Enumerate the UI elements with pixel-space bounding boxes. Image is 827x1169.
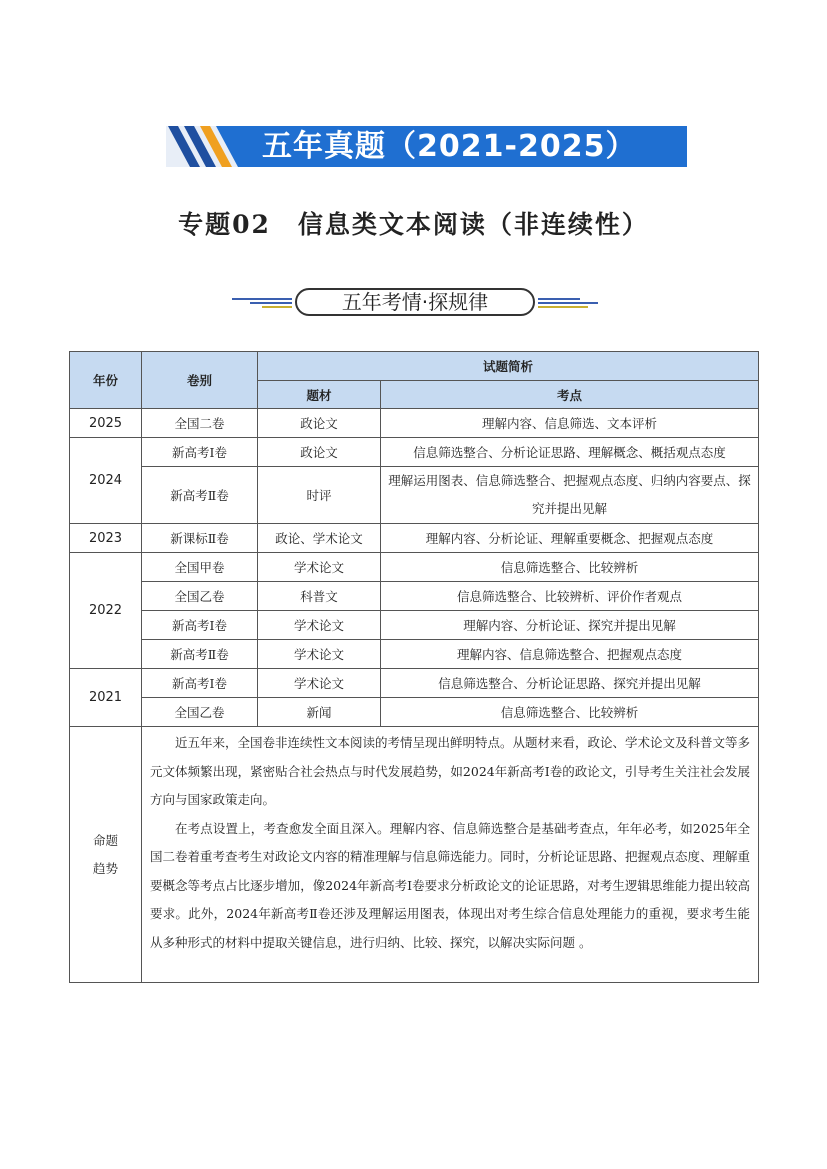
table-row — [70, 611, 759, 640]
table-row — [70, 524, 759, 553]
banner-title: 五年真题（2021-2025） — [262, 129, 637, 164]
paper-cell: 新高考Ⅰ卷 — [142, 669, 258, 698]
points-cell: 信息筛选整合、分析论证思路、探究并提出见解 — [381, 669, 759, 698]
table-row — [70, 467, 759, 524]
material-cell: 学术论文 — [258, 640, 381, 669]
trend-label-text: 命题趋势 — [92, 832, 118, 876]
year-cell: 2025 — [70, 409, 142, 438]
subtitle-pill: 五年考情·探规律 — [295, 288, 535, 316]
paper-cell: 新高考Ⅱ卷 — [142, 467, 258, 524]
exam-analysis-table — [69, 351, 759, 983]
trend-row — [70, 727, 759, 983]
points-cell: 理解内容、分析论证、理解重要概念、把握观点态度 — [381, 524, 759, 553]
table-row — [70, 669, 759, 698]
material-cell: 学术论文 — [258, 553, 381, 582]
material-cell: 新闻 — [258, 698, 381, 727]
trend-paragraph-1: 近五年来，全国卷非连续性文本阅读的考情呈现出鲜明特点。从题材来看，政论、学术论文及科普文等多元文体频繁出现，紧密贴合社会热点与时代发展趋势，如2024年新高考Ⅰ卷的政论文，引导考生关注社会发展方向与国家政策走向。 — [150, 735, 751, 807]
paper-cell: 全国甲卷 — [142, 553, 258, 582]
trend-text — [142, 727, 759, 983]
paper-cell: 全国二卷 — [142, 409, 258, 438]
header-analysis: 试题简析 — [258, 352, 759, 381]
table-row — [70, 582, 759, 611]
material-cell: 科普文 — [258, 582, 381, 611]
points-cell: 理解运用图表、信息筛选整合、把握观点态度、归纳内容要点、探究并提出见解 — [381, 467, 759, 524]
points-cell: 信息筛选整合、比较辨析 — [381, 553, 759, 582]
material-cell: 政论文 — [258, 438, 381, 467]
material-cell: 政论文 — [258, 409, 381, 438]
points-cell: 信息筛选整合、比较辨析、评价作者观点 — [381, 582, 759, 611]
points-cell: 理解内容、信息筛选、文本评析 — [381, 409, 759, 438]
right-lines-icon — [538, 287, 598, 319]
table-row — [70, 409, 759, 438]
points-cell: 理解内容、信息筛选整合、把握观点态度 — [381, 640, 759, 669]
header-points: 考点 — [381, 381, 759, 409]
paper-cell: 全国乙卷 — [142, 582, 258, 611]
year-cell: 2023 — [70, 524, 142, 553]
header-material: 题材 — [258, 381, 381, 409]
trend-label — [70, 727, 142, 983]
material-cell: 学术论文 — [258, 669, 381, 698]
paper-cell: 新课标Ⅱ卷 — [142, 524, 258, 553]
table-row — [70, 698, 759, 727]
header-paper: 卷别 — [142, 352, 258, 409]
table-row — [70, 553, 759, 582]
paper-cell: 新高考Ⅰ卷 — [142, 611, 258, 640]
points-cell: 信息筛选整合、比较辨析 — [381, 698, 759, 727]
table-row — [70, 640, 759, 669]
table-row — [70, 438, 759, 467]
points-cell: 信息筛选整合、分析论证思路、理解概念、概括观点态度 — [381, 438, 759, 467]
header-year: 年份 — [70, 352, 142, 409]
points-cell: 理解内容、分析论证、探究并提出见解 — [381, 611, 759, 640]
banner-stripes-icon — [166, 126, 256, 167]
left-lines-icon — [232, 287, 292, 319]
page-title: 专题02 信息类文本阅读（非连续性） — [178, 210, 649, 239]
paper-cell: 新高考Ⅱ卷 — [142, 640, 258, 669]
year-cell: 2022 — [70, 553, 142, 669]
material-cell: 时评 — [258, 467, 381, 524]
subtitle-block — [232, 287, 598, 319]
trend-paragraph-2: 在考点设置上，考查愈发全面且深入。理解内容、信息筛选整合是基础考查点，年年必考，如2025年全国二卷着重考查考生对政论文内容的精准理解与信息筛选能力。同时，分析论证思路、把握观点态度、理解重要概念等考点占比逐步增加，像2024年新高考Ⅰ卷要求分析政论文的论证思路，对考生逻辑思维能力提出较高要求。此外，2024年新高考Ⅱ卷还涉及理解运用图表，体现出对考生综合信息处理能力的重视，要求考生能从多种形式的材料中提取关键信息，进行归纳、比较、探究，以解决实际问题 。 — [150, 820, 751, 950]
year-cell: 2021 — [70, 669, 142, 727]
year-cell: 2024 — [70, 438, 142, 524]
header-banner — [166, 126, 687, 167]
paper-cell: 全国乙卷 — [142, 698, 258, 727]
paper-cell: 新高考Ⅰ卷 — [142, 438, 258, 467]
material-cell: 政论、学术论文 — [258, 524, 381, 553]
material-cell: 学术论文 — [258, 611, 381, 640]
